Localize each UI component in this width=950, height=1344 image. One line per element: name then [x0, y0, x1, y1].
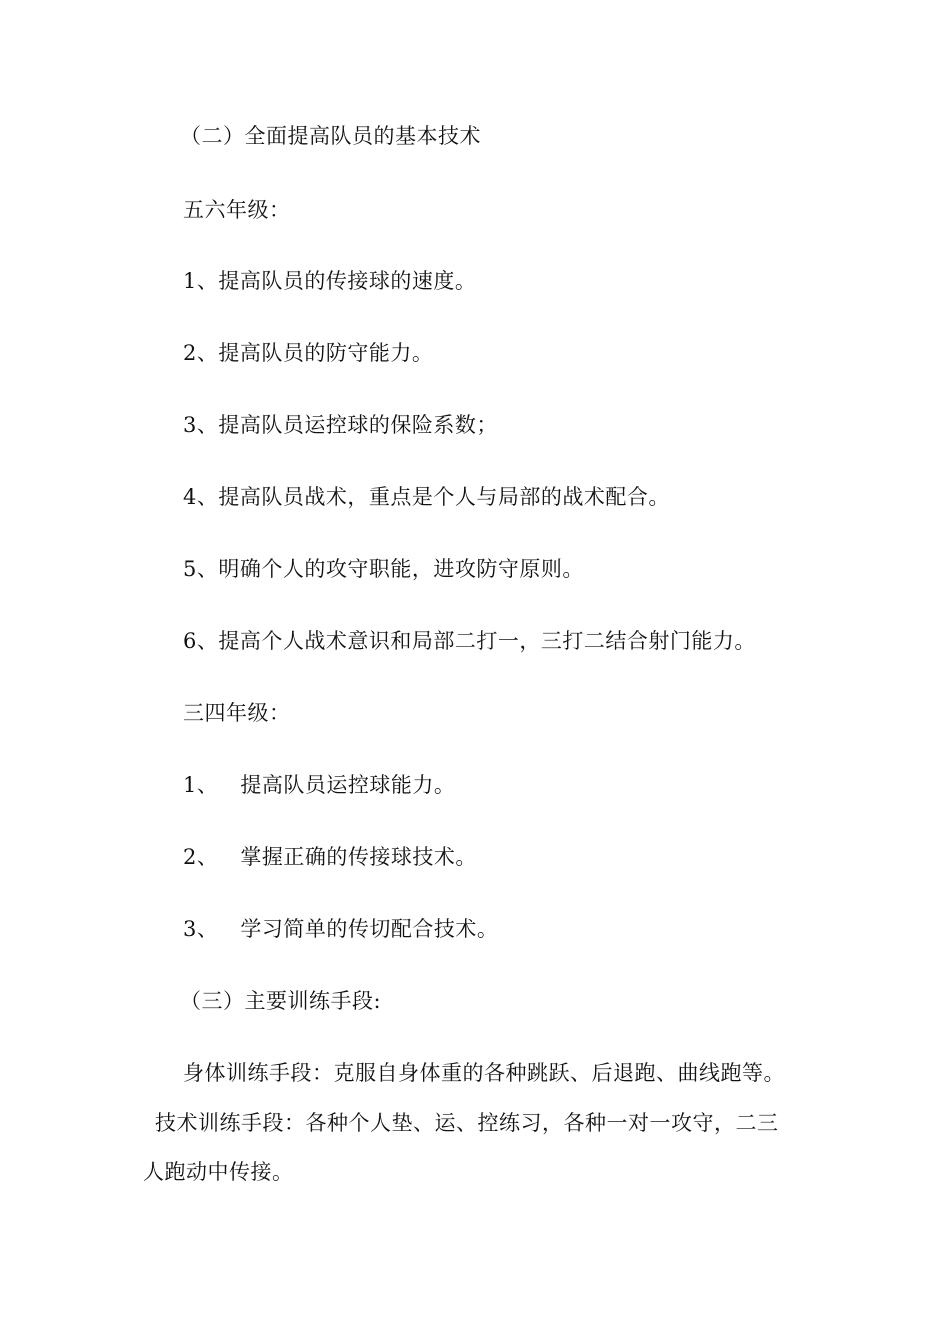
technical-training-paragraph: 技术训练手段：各种个人垫、运、控练习，各种一对一攻守，二三 [155, 1111, 779, 1135]
grade-56-item: 2、提高队员的防守能力。 [183, 341, 434, 365]
list-number: 3、 [183, 917, 219, 941]
technical-training-paragraph-continued: 人跑动中传接。 [143, 1160, 294, 1184]
grade-34-item [183, 843, 477, 871]
list-number: 1、 [183, 773, 219, 797]
grade-56-item: 5、明确个人的攻守职能，进攻防守原则。 [183, 557, 584, 581]
section-heading-3: （三）主要训练手段: [180, 989, 382, 1013]
grade-56-item: 4、提高队员战术，重点是个人与局部的战术配合。 [183, 485, 670, 509]
grade-56-item: 6、提高个人战术意识和局部二打一，三打二结合射门能力。 [183, 629, 756, 653]
section-heading-2: （二）全面提高队员的基本技术 [180, 124, 481, 148]
physical-training-paragraph: 身体训练手段：克服自身体重的各种跳跃、后退跑、曲线跑等。 [183, 1061, 785, 1085]
list-text: 提高队员运控球能力。 [240, 773, 456, 797]
grade-34-item [183, 915, 498, 943]
list-text: 掌握正确的传接球技术。 [240, 845, 477, 869]
grade-34-heading: 三四年级： [183, 701, 291, 725]
grade-56-item: 3、提高队员运控球的保险系数； [183, 413, 498, 437]
list-number: 2、 [183, 845, 219, 869]
grade-56-item: 1、提高队员的传接球的速度。 [183, 269, 477, 293]
list-text: 学习简单的传切配合技术。 [240, 917, 499, 941]
grade-56-heading: 五六年级： [183, 198, 291, 222]
grade-34-item [183, 771, 455, 799]
